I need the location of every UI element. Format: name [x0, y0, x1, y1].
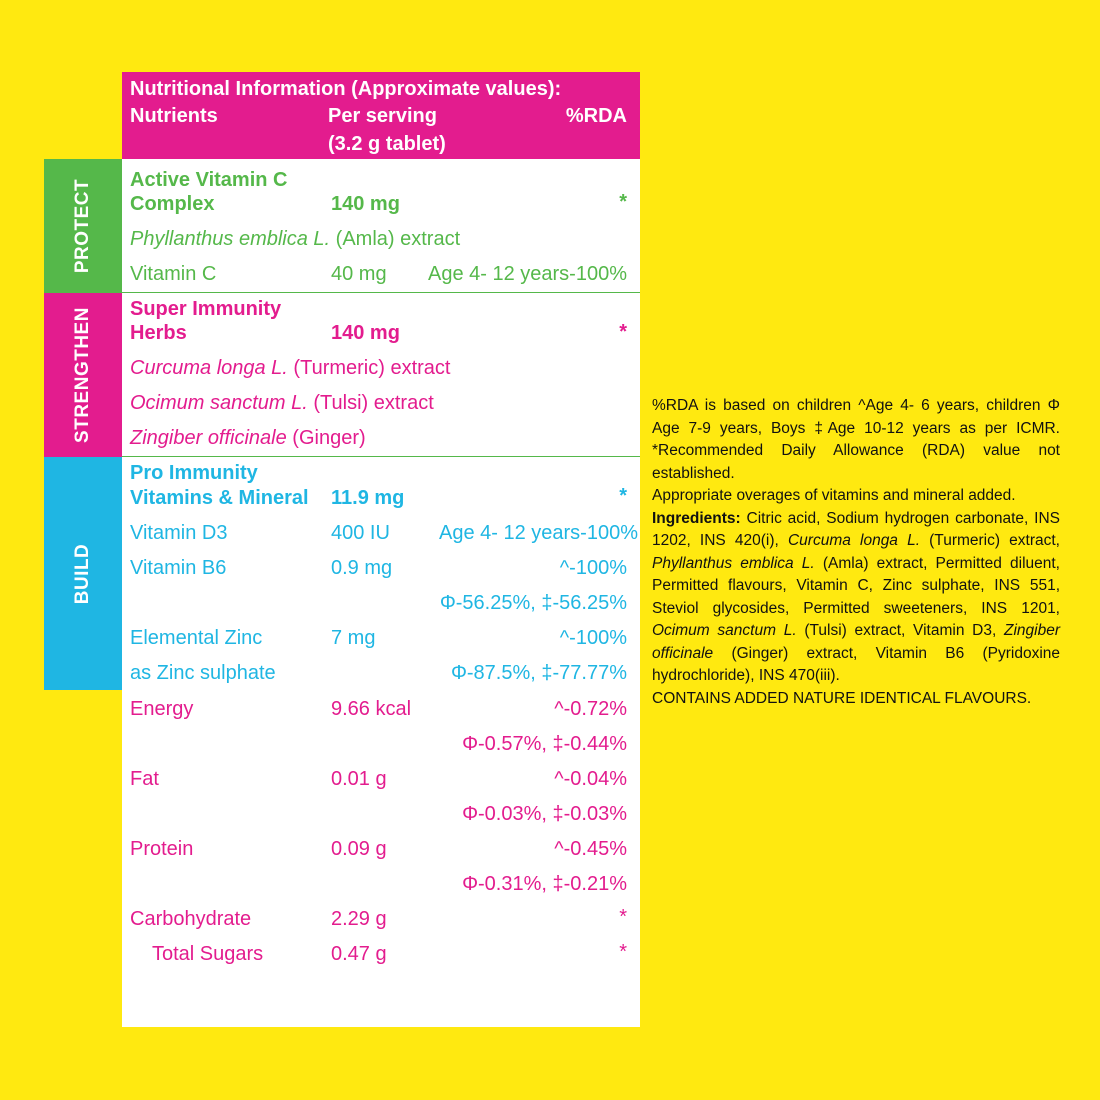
ingredients-text-5: (Ginger) extract, Vitamin B6 (Pyridoxine hydrochloride), INS 470(iii).	[652, 644, 1060, 684]
protein-name: Protein	[130, 838, 194, 860]
build-heading-line2: Vitamins & Mineral	[130, 487, 309, 509]
build-heading-amount: 11.9 mg	[331, 487, 405, 509]
protect-section	[122, 159, 640, 293]
turmeric-common-name: (Turmeric) extract	[287, 357, 451, 379]
build-heading-rda: *	[619, 485, 627, 507]
amla-common-name: (Amla) extract	[330, 228, 461, 250]
vitamin-d3-amount: 400 IU	[331, 522, 390, 544]
fat-amount: 0.01 g	[331, 768, 387, 790]
vitamin-b6-rda-line1: ^-100%	[559, 557, 627, 579]
zinc-rda-line1: ^-100%	[559, 627, 627, 649]
protect-heading-line2: Complex	[130, 193, 215, 215]
ingredients-text-2: (Turmeric) extract,	[920, 532, 1060, 549]
col-per-serving-subheader: (3.2 g tablet)	[328, 133, 446, 155]
strengthen-section	[122, 293, 640, 457]
carbohydrate-name: Carbohydrate	[130, 908, 252, 930]
tulsi-extract-row	[130, 391, 434, 415]
vitamin-b6-amount: 0.9 mg	[331, 557, 393, 579]
rda-basis-note: %RDA is based on children ^Age 4- 6 years, children Φ Age 7-9 years, Boys ‡Age 10-12 years as per ICMR. *Recommended Daily Allowance (RDA) value not established.	[652, 397, 1060, 482]
zinc-name-line2: as Zinc sulphate	[130, 662, 276, 684]
protect-heading-line1: Active Vitamin C	[130, 169, 288, 191]
ingredients-ocimum: Ocimum sanctum L.	[652, 622, 797, 639]
amla-extract-row	[130, 227, 460, 251]
energy-amount: 9.66 kcal	[331, 698, 412, 720]
energy-name: Energy	[130, 698, 194, 720]
protect-band	[44, 159, 122, 293]
vitamin-c-rda: Age 4- 12 years-100%	[427, 263, 627, 285]
label-notes	[652, 395, 1060, 710]
ingredients-curcuma: Curcuma longa L.	[787, 532, 920, 549]
ingredients-phyllanthus: Phyllanthus emblica L.	[652, 554, 815, 572]
flavours-note: CONTAINS ADDED NATURE IDENTICAL FLAVOURS.	[652, 689, 1032, 707]
ginger-latin-name: Zingiber officinale	[130, 427, 287, 449]
strengthen-heading-line1: Super Immunity	[130, 298, 282, 320]
protect-band-label: PROTECT	[72, 178, 93, 274]
zinc-name: Elemental Zinc	[130, 627, 263, 649]
col-rda-header: %RDA	[565, 105, 627, 127]
col-per-serving-header: Per serving	[328, 105, 437, 127]
energy-rda-line2: Φ-0.57%, ‡-0.44%	[462, 733, 627, 755]
total-sugars-amount: 0.47 g	[331, 943, 387, 965]
vitamin-c-amount: 40 mg	[331, 263, 387, 285]
build-heading-line1: Pro Immunity	[130, 462, 258, 484]
vitamin-b6-name: Vitamin B6	[130, 557, 227, 579]
total-sugars-rda: *	[619, 941, 627, 963]
energy-rda-line1: ^-0.72%	[554, 698, 627, 720]
ingredients-list	[652, 508, 1060, 688]
vitamin-d3-rda: Age 4- 12 years-100%	[438, 522, 638, 544]
ingredients-label: Ingredients:	[652, 509, 741, 527]
build-band	[44, 457, 122, 690]
tulsi-latin-name: Ocimum sanctum L.	[130, 392, 308, 414]
col-nutrients-header: Nutrients	[130, 105, 218, 127]
fat-rda-line1: ^-0.04%	[554, 768, 627, 790]
zinc-rda-line2: Φ-87.5%, ‡-77.77%	[450, 662, 627, 684]
vitamin-d3-name: Vitamin D3	[130, 522, 228, 544]
fat-name: Fat	[130, 768, 159, 790]
ingredients-text-4: (Tulsi) extract, Vitamin D3,	[796, 622, 1004, 639]
table-title: Nutritional Information (Approximate values):	[130, 78, 562, 100]
vitamin-b6-rda-line2: Φ-56.25%, ‡-56.25%	[439, 592, 627, 614]
build-section	[122, 457, 640, 690]
protein-amount: 0.09 g	[331, 838, 387, 860]
ginger-common-name: (Ginger)	[286, 427, 366, 449]
ginger-extract-row	[130, 426, 366, 450]
amla-latin-name: Phyllanthus emblica L.	[130, 228, 331, 250]
general-nutrients-section	[122, 690, 640, 990]
zinc-amount: 7 mg	[331, 627, 376, 649]
carbohydrate-rda: *	[619, 906, 627, 928]
ingredients-text-1: Citric acid, Sodium hydrogen carbonate, INS 1202, INS 420(i),	[652, 509, 1060, 549]
protect-heading-rda: *	[619, 191, 627, 213]
tulsi-common-name: (Tulsi) extract	[307, 392, 434, 414]
turmeric-latin-name: Curcuma longa L.	[130, 357, 288, 379]
strengthen-band	[44, 293, 122, 457]
ingredients-zingiber: Zingiber officinale	[652, 622, 1060, 662]
fat-rda-line2: Φ-0.03%, ‡-0.03%	[462, 803, 627, 825]
strengthen-heading-rda: *	[619, 321, 627, 343]
strengthen-heading-line2: Herbs	[130, 322, 187, 344]
ingredients-text-3: (Amla) extract, Permitted diluent, Permitted flavours, Vitamin C, Zinc sulphate, INS 551, Steviol glycosides, Permitted sweeteners, INS 1201,	[652, 554, 1060, 617]
strengthen-heading-amount: 140 mg	[331, 322, 400, 344]
build-band-label: BUILD	[72, 543, 93, 604]
carbohydrate-amount: 2.29 g	[331, 908, 387, 930]
vitamin-c-name: Vitamin C	[130, 263, 217, 285]
turmeric-extract-row	[130, 356, 450, 380]
table-header	[122, 72, 640, 159]
protein-rda-line1: ^-0.45%	[554, 838, 627, 860]
protect-heading-amount: 140 mg	[331, 193, 400, 215]
strengthen-band-label: STRENGTHEN	[72, 307, 93, 443]
protein-rda-line2: Φ-0.31%, ‡-0.21%	[462, 873, 627, 895]
total-sugars-name: Total Sugars	[152, 943, 264, 965]
overages-note: Appropriate overages of vitamins and mineral added.	[652, 487, 1016, 504]
